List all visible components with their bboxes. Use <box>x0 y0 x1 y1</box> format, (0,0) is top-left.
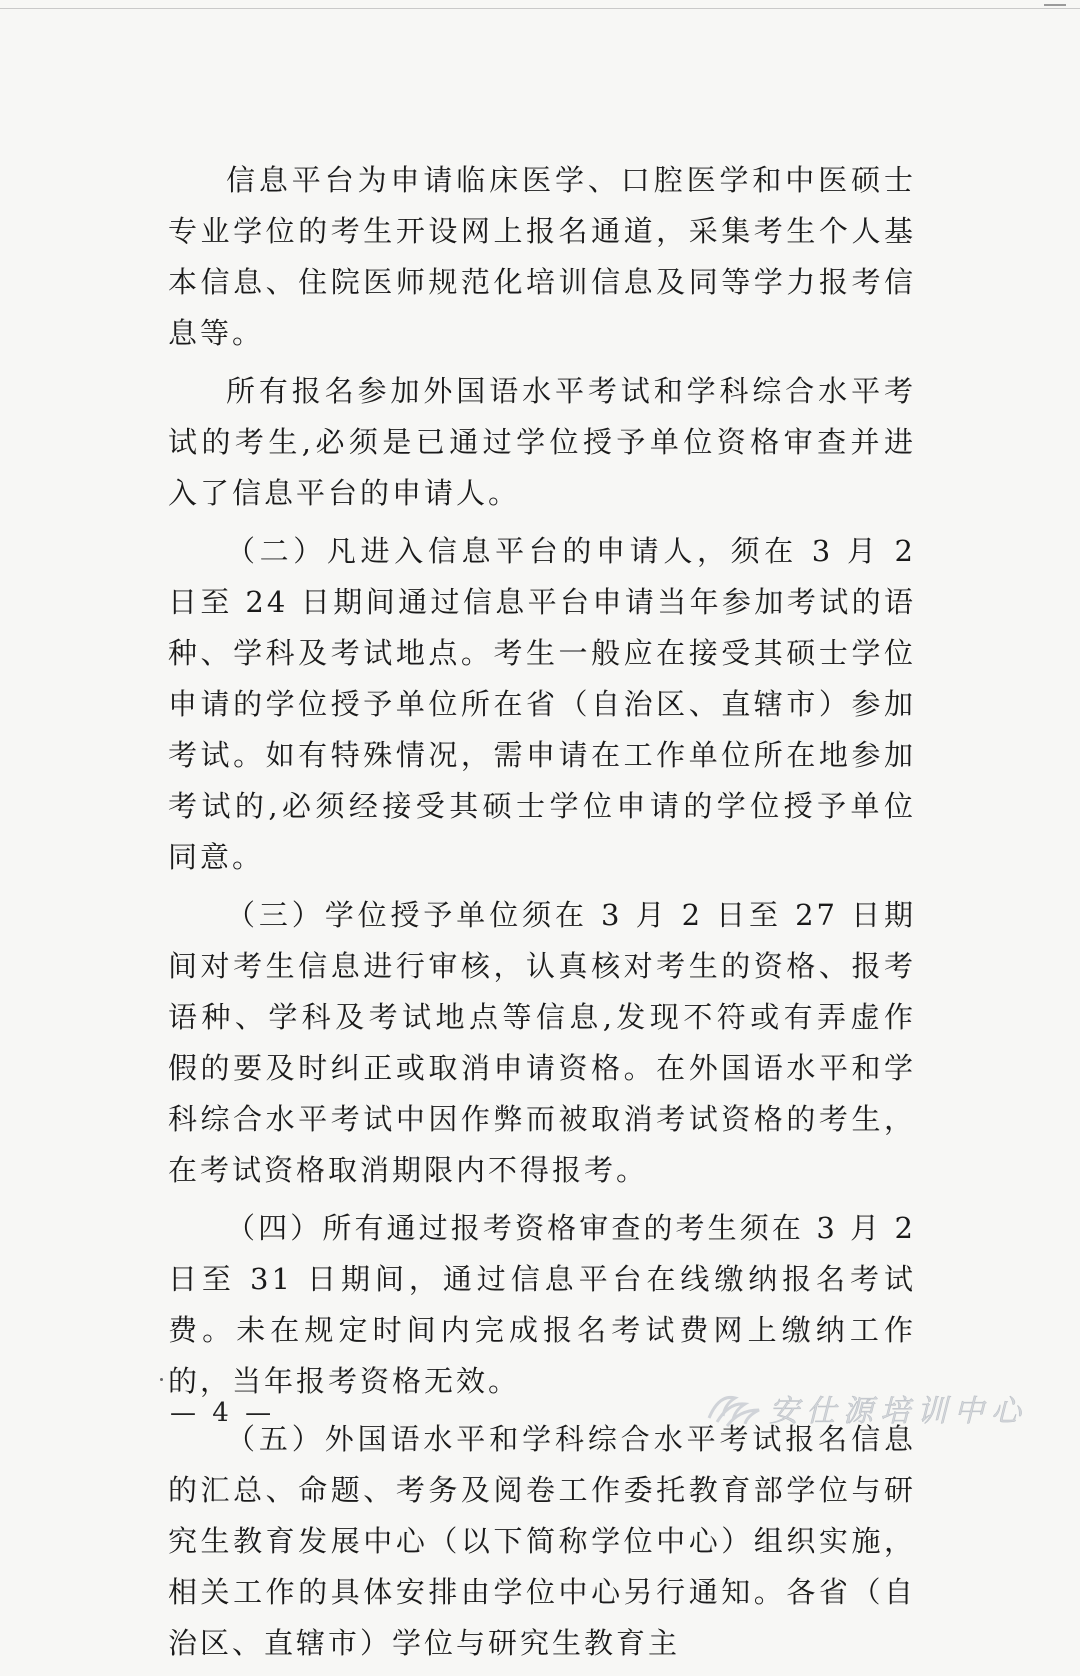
document-body <box>168 155 916 1676</box>
scan-speck <box>160 1378 163 1381</box>
page-top-border <box>0 8 1080 9</box>
paragraph-5: （四）所有通过报考资格审查的考生须在 3 月 2 日至 31 日期间，通过信息平台在线缴纳报名考试费。未在规定时间内完成报名考试费网上缴纳工作的，当年报考资格无效。 <box>168 1211 916 1398</box>
watermark <box>705 1386 1028 1430</box>
watermark-text: 安仕源培训中心 <box>769 1394 1028 1429</box>
paragraph-6: （五）外国语水平和学科综合水平考试报名信息的汇总、命题、考务及阅卷工作委托教育部学位与研究生教育发展中心（以下简称学位中心）组织实施，相关工作的具体安排由学位中心另行通知。各省（自治区、直辖市）学位与研究生教育主 <box>168 1422 916 1660</box>
paragraph-4: （三）学位授予单位须在 3 月 2 日至 27 日期间对考生信息进行审核，认真核对考生的资格、报考语种、学科及考试地点等信息,发现不符或有弄虚作假的要及时纠正或取消申请资格。在外国语水平和学科综合水平考试中因作弊而被取消考试资格的考生，在考试资格取消期限内不得报考。 <box>168 898 916 1187</box>
page-number: — 4 — <box>170 1398 276 1428</box>
page-corner-mark <box>1044 4 1066 14</box>
wave-logo-icon <box>705 1388 763 1428</box>
paragraph-2: 所有报名参加外国语水平考试和学科综合水平考试的考生,必须是已通过学位授予单位资格审查并进入了信息平台的申请人。 <box>168 374 916 510</box>
paragraph-1: 信息平台为申请临床医学、口腔医学和中医硕士专业学位的考生开设网上报名通道，采集考生个人基本信息、住院医师规范化培训信息及同等学力报考信息等。 <box>168 163 916 350</box>
paragraph-3: （二）凡进入信息平台的申请人，须在 3 月 2 日至 24 日期间通过信息平台申请当年参加考试的语种、学科及考试地点。考生一般应在接受其硕士学位申请的学位授予单位所在省（自治区、直辖市）参加考试。如有特殊情况，需申请在工作单位所在地参加考试的,必须经接受其硕士学位申请的学位授予单位同意。 <box>168 534 916 874</box>
